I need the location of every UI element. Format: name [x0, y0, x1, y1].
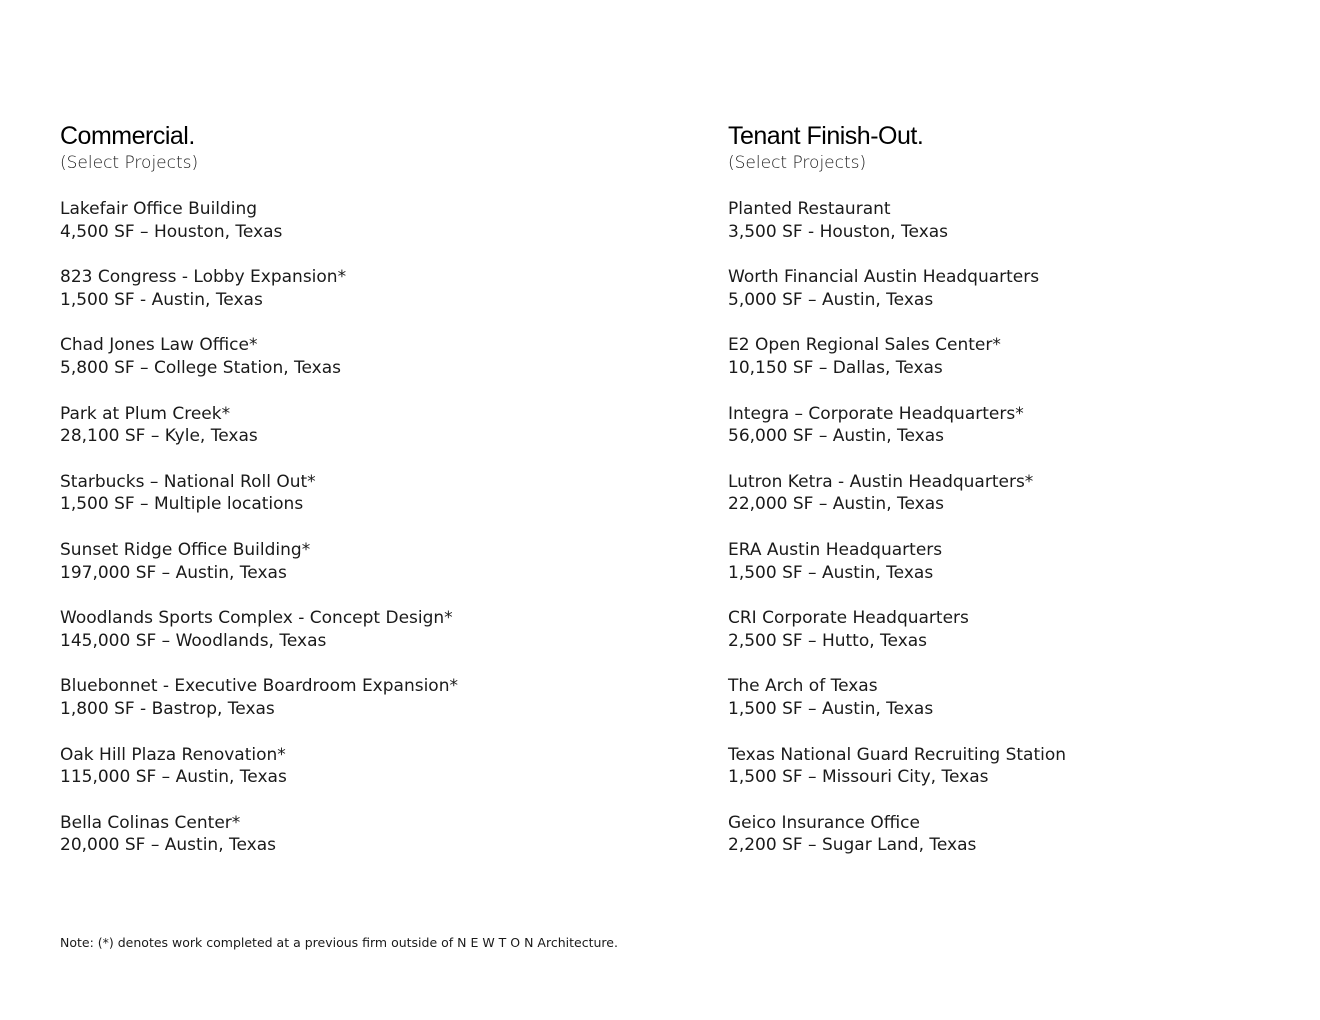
- tenant-project: [728, 607, 1066, 652]
- project-name: Woodlands Sports Complex - Concept Design*: [60, 608, 453, 629]
- tenant-subheading: (Select Projects): [728, 153, 867, 173]
- tenant-project: [728, 471, 1066, 516]
- commercial-project: [60, 744, 458, 789]
- tenant-project: [728, 675, 1066, 720]
- tenant-project: [728, 812, 1066, 857]
- project-name: Bella Colinas Center*: [60, 812, 241, 833]
- project-name: Chad Jones Law Office*: [60, 335, 258, 356]
- project-name: Lakefair Office Building: [60, 199, 258, 219]
- project-name: Oak Hill Plaza Renovation*: [60, 744, 286, 765]
- project-name: Starbucks – National Roll Out*: [60, 471, 316, 492]
- tenant-project: [728, 403, 1066, 448]
- commercial-project: [60, 607, 458, 652]
- project-name: The Arch of Texas: [728, 676, 878, 697]
- project-detail: 1,500 SF – Multiple locations: [60, 494, 304, 515]
- tenant-project: [728, 266, 1066, 311]
- project-detail: 4,500 SF – Houston, Texas: [60, 221, 283, 242]
- project-name: Worth Financial Austin Headquarters: [728, 267, 1040, 288]
- project-detail: 145,000 SF – Woodlands, Texas: [60, 630, 327, 651]
- project-name: Lutron Ketra - Austin Headquarters*: [728, 471, 1034, 492]
- project-name: 823 Congress - Lobby Expansion*: [60, 267, 347, 288]
- project-detail: 3,500 SF - Houston, Texas: [728, 221, 949, 242]
- project-detail: 2,500 SF – Hutto, Texas: [728, 630, 928, 651]
- project-detail: 197,000 SF – Austin, Texas: [60, 562, 287, 583]
- commercial-column: [60, 120, 458, 880]
- project-name: Bluebonnet - Executive Boardroom Expansion*: [60, 676, 458, 697]
- commercial-project: [60, 539, 458, 584]
- commercial-project: [60, 334, 458, 379]
- tenant-project: [728, 539, 1066, 584]
- project-detail: 115,000 SF – Austin, Texas: [60, 767, 287, 788]
- project-name: Geico Insurance Office: [728, 812, 920, 833]
- tenant-project: [728, 334, 1066, 379]
- project-detail: 2,200 SF – Sugar Land, Texas: [728, 835, 977, 856]
- project-name: E2 Open Regional Sales Center*: [728, 335, 1001, 356]
- project-name: Planted Restaurant: [728, 199, 891, 219]
- project-name: Sunset Ridge Office Building*: [60, 539, 311, 560]
- project-detail: 1,500 SF – Missouri City, Texas: [728, 767, 989, 788]
- project-name: ERA Austin Headquarters: [728, 539, 943, 560]
- commercial-project: [60, 403, 458, 448]
- project-detail: 1,500 SF - Austin, Texas: [60, 289, 263, 310]
- commercial-project: [60, 675, 458, 720]
- project-detail: 5,000 SF – Austin, Texas: [728, 289, 934, 310]
- project-detail: 10,150 SF – Dallas, Texas: [728, 357, 943, 378]
- commercial-heading: Commercial.: [60, 122, 195, 150]
- project-name: CRI Corporate Headquarters: [728, 608, 969, 629]
- project-detail: 28,100 SF – Kyle, Texas: [60, 426, 258, 447]
- footnote: Note: (*) denotes work completed at a previous firm outside of N E W T O N Architecture.: [60, 935, 618, 950]
- commercial-project: [60, 198, 458, 243]
- project-detail: 20,000 SF – Austin, Texas: [60, 835, 276, 856]
- project-name: Park at Plum Creek*: [60, 403, 231, 424]
- tenant-project: [728, 198, 1066, 243]
- commercial-subheading: (Select Projects): [60, 153, 199, 173]
- commercial-project: [60, 266, 458, 311]
- project-name: Texas National Guard Recruiting Station: [728, 744, 1067, 765]
- tenant-column: [728, 120, 1066, 880]
- project-detail: 5,800 SF – College Station, Texas: [60, 357, 342, 378]
- project-detail: 22,000 SF – Austin, Texas: [728, 494, 944, 515]
- tenant-project: [728, 744, 1066, 789]
- project-detail: 56,000 SF – Austin, Texas: [728, 426, 944, 447]
- commercial-project: [60, 471, 458, 516]
- project-detail: 1,500 SF – Austin, Texas: [728, 562, 934, 583]
- project-detail: 1,500 SF – Austin, Texas: [728, 698, 934, 719]
- project-name: Integra – Corporate Headquarters*: [728, 403, 1024, 424]
- project-detail: 1,800 SF - Bastrop, Texas: [60, 698, 275, 719]
- commercial-project: [60, 812, 458, 857]
- tenant-heading: Tenant Finish-Out.: [728, 122, 924, 150]
